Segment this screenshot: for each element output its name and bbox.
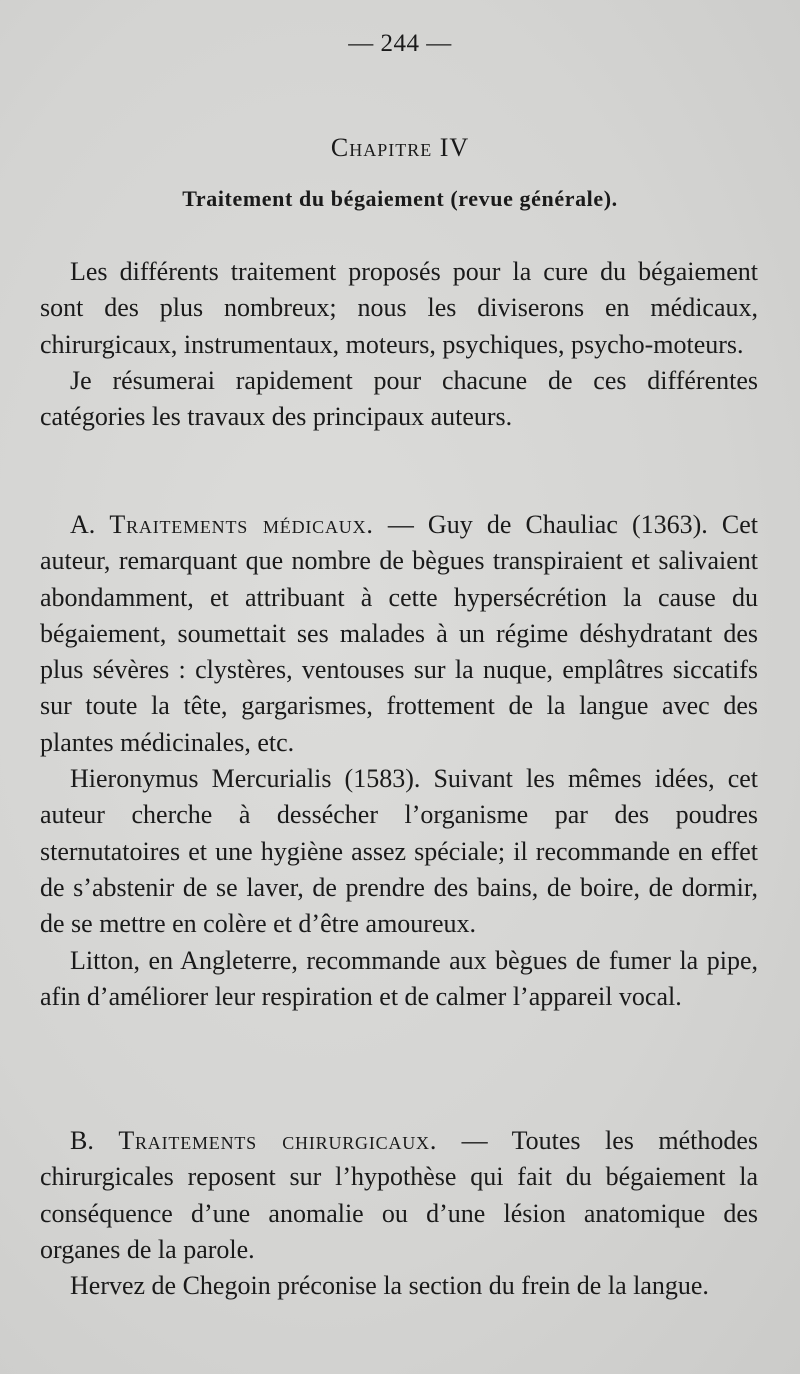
section-b-paragraph-1 [40, 1123, 758, 1268]
section-b-marker: B. [70, 1126, 94, 1155]
section-title: Traitement du bégaiement (revue générale). [182, 186, 618, 211]
section-b [40, 1123, 758, 1304]
section-a [40, 507, 758, 1015]
section-b-paragraph-2: Hervez de Chegoin préconise la section du frein de la langue. [70, 1271, 709, 1301]
section-b-paragraph-1-text: — Toutes les méthodes chirurgicales reposent sur l’hypothèse qui fait du bégaiement la conséquence d’une anomalie ou d’une lésion anatomique des organes de la parole. [40, 1126, 758, 1264]
section-a-paragraph-1 [40, 507, 758, 761]
section-a-paragraph-1-text: — Guy de Chauliac (1363). Cet auteur, remarquant que nombre de bègues transpiraient et salivaient abondamment, et attribuant à cette hypersécrétion la cause du bégaiement, soumettait ses malades à un régime déshydratant des plus sévères : clystères, ventouses sur la nuque, emplâtres siccatifs sur toute la tête, gargarismes, frottement de la langue avec des plantes médicinales, etc. [40, 510, 759, 757]
page-number: — 244 — [348, 30, 452, 57]
intro-paragraph-1: Les différents traitement proposés pour la cure du bégaiement sont des plus nombreux; nous les diviserons en médicaux, chirurgicaux, instrumentaux, moteurs, psychiques, psycho-moteurs. [40, 257, 758, 359]
chapter-heading: Chapitre IV [330, 133, 470, 162]
section-a-marker: A. [70, 510, 96, 539]
intro-section [40, 254, 758, 435]
section-a-paragraph-2: Hieronymus Mercurialis (1583). Suivant les mêmes idées, cet auteur cherche à dessécher l’organisme par des poudres sternutatoires et une hygiène assez spéciale; il recommande en effet de s’abstenir de se laver, de prendre des bains, de boire, de dormir, de se mettre en colère et d’être amoureux. [40, 764, 758, 939]
section-a-paragraph-3: Litton, en Angleterre, recommande aux bègues de fumer la pipe, afin d’améliorer leur respiration et de calmer l’appareil vocal. [40, 945, 758, 1011]
intro-paragraph-2: Je résumerai rapidement pour chacune de ces différentes catégories les travaux des principaux auteurs. [40, 365, 758, 432]
section-b-heading: Traitements chirurgicaux. [118, 1126, 438, 1155]
section-a-heading: Traitements médicaux. [109, 510, 374, 539]
